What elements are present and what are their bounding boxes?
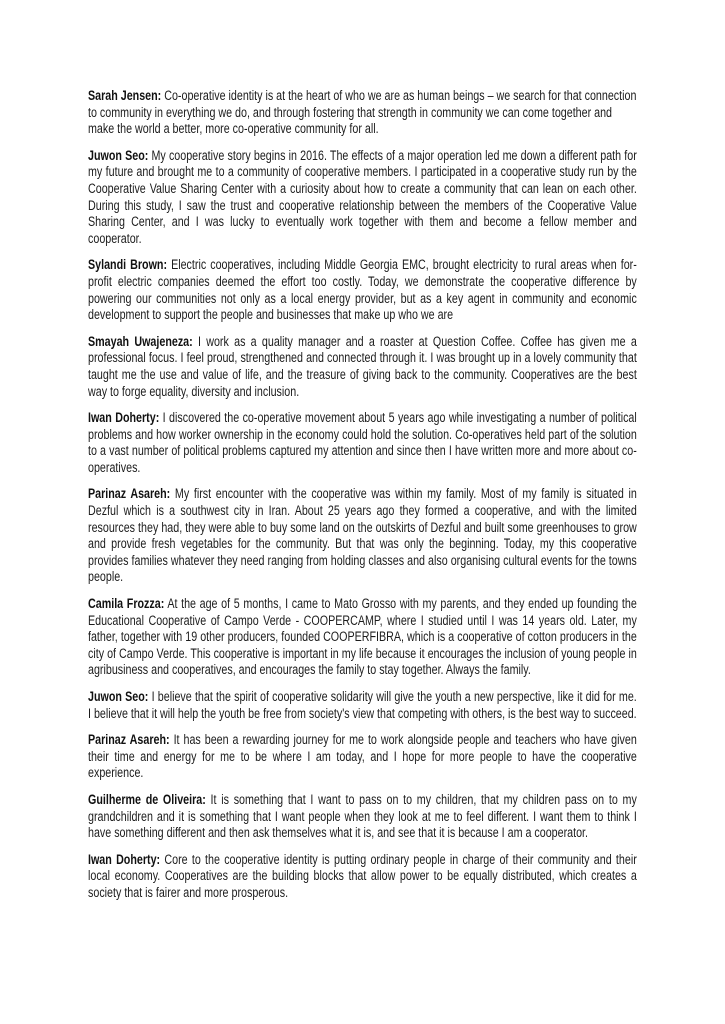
testimonial-paragraph	[88, 852, 637, 902]
testimonial-paragraph	[88, 689, 637, 722]
testimonial-text: Electric cooperatives, including Middle Georgia EMC, brought electricity to rural areas when for-profit electric companies deemed the effort too costly. Today, we demonstrate the cooperative difference by powering our communities not only as a local energy provider, but as a key agent in community and economic development to support the people and businesses that make up who we are	[88, 257, 637, 323]
testimonial-paragraph	[88, 410, 637, 476]
testimonial-paragraph	[88, 334, 637, 400]
testimonial-text: Core to the cooperative identity is putting ordinary people in charge of their community and their local economy. Cooperatives are the building blocks that allow power to be equally distributed, which creates a society that is fairer and more prosperous.	[88, 851, 637, 900]
speaker-name: Smayah Uwajeneza:	[88, 333, 193, 349]
speaker-name: Camila Frozza:	[88, 596, 165, 612]
testimonial-text: Co-operative identity is at the heart of who we are as human beings – we search for that connection to community in everything we do, and through fostering that strength in community we can come together and make the world a better, more co-operative community for all.	[88, 88, 637, 137]
speaker-name: Sylandi Brown:	[88, 257, 168, 273]
speaker-name: Sarah Jensen:	[88, 88, 162, 103]
speaker-name: Parinaz Asareh:	[88, 732, 170, 748]
testimonial-text: It has been a rewarding journey for me to work alongside people and teachers who have given their time and energy for me to be where I am today, and I hope for more people to have the cooperative experience.	[88, 732, 637, 781]
speaker-name: Juwon Seo:	[88, 147, 149, 163]
testimonial-paragraph	[88, 792, 637, 842]
speaker-name: Guilherme de Oliveira:	[88, 791, 206, 807]
testimonial-text: I discovered the co-operative movement about 5 years ago while investigating a number of political problems and how worker ownership in the economy could hold the solution. Co-operatives held part of the solution to a vast number of political problems captured my attention and since then I have written more and more about co-operatives.	[88, 410, 637, 475]
testimonial-paragraph	[88, 88, 637, 138]
testimonial-paragraph	[88, 732, 637, 782]
testimonial-paragraph	[88, 148, 637, 248]
testimonial-text: I believe that the spirit of cooperative solidarity will give the youth a new perspective, like it did for me. I believe that it will help the youth be free from society's view that competing with others, is the best way to succeed.	[88, 689, 637, 721]
testimonial-text: My first encounter with the cooperative was within my family. Most of my family is situated in Dezful which is a southwest city in Iran. About 25 years ago they formed a cooperative, and with the limited resources they had, they were able to buy some land on the outskirts of Dezful and built some greenhouses to grow and provide fresh vegetables for the community. But that was only the beginning. Today, my this cooperative provides families whatever they need ranging from holding classes and also organising cultural events for the towns people.	[88, 486, 637, 585]
testimonial-paragraph	[88, 596, 637, 679]
testimonial-text: I work as a quality manager and a roaster at Question Coffee. Coffee has given me a professional focus. I feel proud, strengthened and connected through it. I was brought up in a lovely community that taught me the use and value of life, and the treasure of giving back to the community. Cooperatives are the best way to forge equality, diversity and inclusion.	[88, 333, 637, 399]
testimonial-text: It is something that I want to pass on to my children, that my children pass on to my grandchildren and it is something that I want people when they look at me to feel different. I want them to think I have something different and then ask themselves what it is, and see that it is because I am a cooperator.	[88, 791, 637, 841]
testimonial-text: My cooperative story begins in 2016. The effects of a major operation led me down a different path for my future and brought me to a community of cooperative members. I participated in a cooperative study run by the Cooperative Value Sharing Center with a curiosity about how to create a community that can lean on each other. During this study, I saw the trust and cooperative relationship between the members of the Cooperative Value Sharing Center, and I was lucky to eventually work together with them and become a fellow member and cooperator.	[88, 147, 637, 246]
testimonial-text: At the age of 5 months, I came to Mato Grosso with my parents, and they ended up founding the Educational Cooperative of Campo Verde - COOPERCAMP, where I studied until I was 14 years old. Later, my father, together with 19 other producers, founded COOPERFIBRA, which is a cooperative of cotton producers in the city of Campo Verde. This cooperative is important in my life because it encourages the inclusion of young people in agribusiness and cooperatives, and encourages the family to stay together. Always the family.	[88, 596, 637, 678]
speaker-name: Iwan Doherty:	[88, 410, 160, 426]
testimonial-paragraph	[88, 257, 637, 323]
document-text-block	[88, 88, 637, 912]
speaker-name: Parinaz Asareh:	[88, 486, 171, 502]
speaker-name: Juwon Seo:	[88, 689, 149, 704]
speaker-name: Iwan Doherty:	[88, 851, 161, 867]
testimonial-paragraph	[88, 486, 637, 586]
